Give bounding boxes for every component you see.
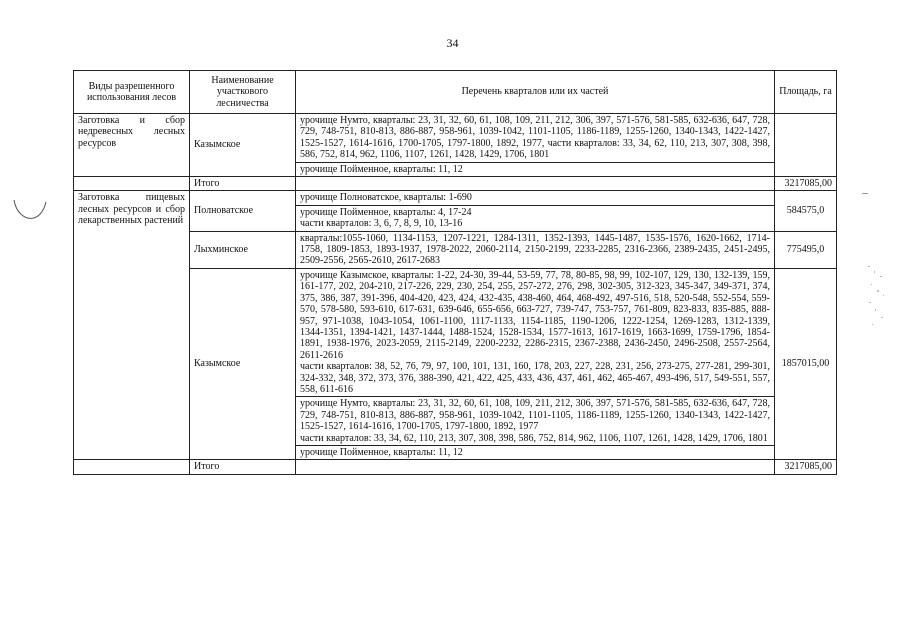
total-row: [74, 460, 837, 474]
total-label: Итого: [190, 460, 296, 474]
scan-noise: [866, 262, 888, 332]
area-cell: 1857015,00: [775, 268, 837, 460]
forestry-cell: Полноватское: [190, 191, 296, 231]
total-label: Итого: [190, 177, 296, 191]
header-area: Площадь, га: [775, 71, 837, 114]
table-header-row: [74, 71, 837, 114]
empty-cell: [296, 460, 775, 474]
empty-cell: [296, 177, 775, 191]
area-cell: 775495,0: [775, 231, 837, 268]
quarters-line: части кварталов: 38, 52, 76, 79, 97, 100, 101, 131, 160, 178, 203, 227, 228, 231, 256, 273-275, 277-281, 299-301, 324-332, 348, 372, 373, 376, 388-390, 421, 422, 425, 433, 436, 437, 461, 462, 465-467, 493-496, 517, 549-551, 557, 558, 611-616: [300, 361, 770, 395]
total-value: 3217085,00: [775, 177, 837, 191]
use-type-cell: Заготовка пищевых лесных ресурсов и сбор лекарственных растений: [74, 191, 190, 460]
forestry-cell: Казымское: [190, 268, 296, 460]
margin-pen-mark: [10, 196, 50, 226]
forest-use-table: [73, 70, 837, 475]
header-quarters: Перечень кварталов или их частей: [296, 71, 775, 114]
table-row: [74, 114, 837, 163]
dash-mark: [862, 193, 868, 194]
quarters-cell: урочище Полноватское, кварталы: 1-690: [296, 191, 775, 205]
area-cell: 584575,0: [775, 191, 837, 231]
header-use: Виды разрешенного использования лесов: [74, 71, 190, 114]
area-cell: [775, 114, 837, 177]
use-type-cell: Заготовка и сбор недревесных лесных ресурсов: [74, 114, 190, 177]
quarters-cell: урочище Пойменное, кварталы: 11, 12: [296, 162, 775, 176]
empty-cell: [74, 460, 190, 474]
quarters-line: урочище Нумто, кварталы: 23, 31, 32, 60, 61, 108, 109, 211, 212, 306, 397, 571-576, 581-585, 632-636, 647, 728, 729, 748-751, 810-813, 886-887, 958-961, 1039-1042, 1101-1105, 1186-1189, 1255-1260, 1340-1343, 1422-1427, 1525-1527, 1614-1616, 1700-1705, 1797-1800, 1892, 1977: [300, 398, 770, 433]
quarters-line: урочище Казымское, кварталы: 1-22, 24-30, 39-44, 53-59, 77, 78, 80-85, 98, 99, 102-107, 129, 130, 132-139, 159, 161-177, 202, 204-210, 217-226, 229, 230, 254, 255, 257-272, 276, 298, 302-305, 312-323, 345-347, 349-371, 374, 375, 386, 387, 391-396, 404-420, 423, 424, 432-435, 438-460, 464, 468-492, 497-516, 518, 520-548, 552-554, 559-570, 578-580, 593-610, 617-631, 639-646, 655-656, 663-727, 739-747, 753-757, 761-809, 823-833, 835-885, 888-957, 971-1038, 1043-1054, 1061-1100, 1117-1133, 1154-1185, 1190-1206, 1222-1254, 1269-1283, 1312-1339, 1344-1351, 1394-1421, 1437-1444, 1488-1524, 1528-1534, 1577-1613, 1617-1619, 1663-1699, 1759-1796, 1854-1891, 1938-1976, 2023-2059, 2115-2149, 2200-2232, 2286-2315, 2367-2388, 2436-2450, 2496-2508, 2557-2564, 2611-2616: [300, 269, 770, 361]
header-forestry: Наименование участкового лесничества: [190, 71, 296, 114]
quarters-cell: кварталы:1055-1060, 1134-1153, 1207-1221, 1284-1311, 1352-1393, 1445-1487, 1535-1576, 1620-1662, 1714-1758, 1809-1853, 1893-1937, 1978-2022, 2060-2114, 2150-2199, 2233-2285, 2316-2366, 2389-2435, 2451-2495, 2509-2556, 2565-2610, 2617-2683: [296, 231, 775, 268]
quarters-cell: урочище Пойменное, кварталы: 11, 12: [296, 445, 775, 459]
empty-cell: [74, 177, 190, 191]
total-value: 3217085,00: [775, 460, 837, 474]
quarters-cell: [296, 397, 775, 446]
forestry-cell: Казымское: [190, 114, 296, 177]
total-row: [74, 177, 837, 191]
forestry-cell: Лыхминское: [190, 231, 296, 268]
quarters-cell: урочище Нумто, кварталы: 23, 31, 32, 60, 61, 108, 109, 211, 212, 306, 397, 571-576, 581-585, 632-636, 647, 728, 729, 748-751, 810-813, 886-887, 958-961, 1039-1042, 1101-1105, 1186-1189, 1255-1260, 1340-1343, 1422-1427, 1525-1527, 1614-1616, 1700-1705, 1797-1800, 1892, 1977, части кварталов: 33, 34, 62, 110, 213, 307, 308, 398, 586, 752, 814, 962, 1106, 1107, 1261, 1428, 1429, 1706, 1801: [296, 114, 775, 163]
page-number: 34: [446, 36, 459, 50]
quarters-line: части кварталов: 3, 6, 7, 8, 9, 10, 13-16: [300, 218, 463, 230]
quarters-line: урочище Пойменное, кварталы: 4, 17-24: [300, 206, 472, 218]
quarters-cell: [296, 205, 775, 231]
table-row: [74, 191, 837, 205]
quarters-line: части кварталов: 33, 34, 62, 110, 213, 307, 308, 398, 586, 752, 814, 962, 1106, 1107, 1261, 1428, 1429, 1706, 1801: [300, 432, 768, 444]
quarters-cell: [296, 268, 775, 396]
